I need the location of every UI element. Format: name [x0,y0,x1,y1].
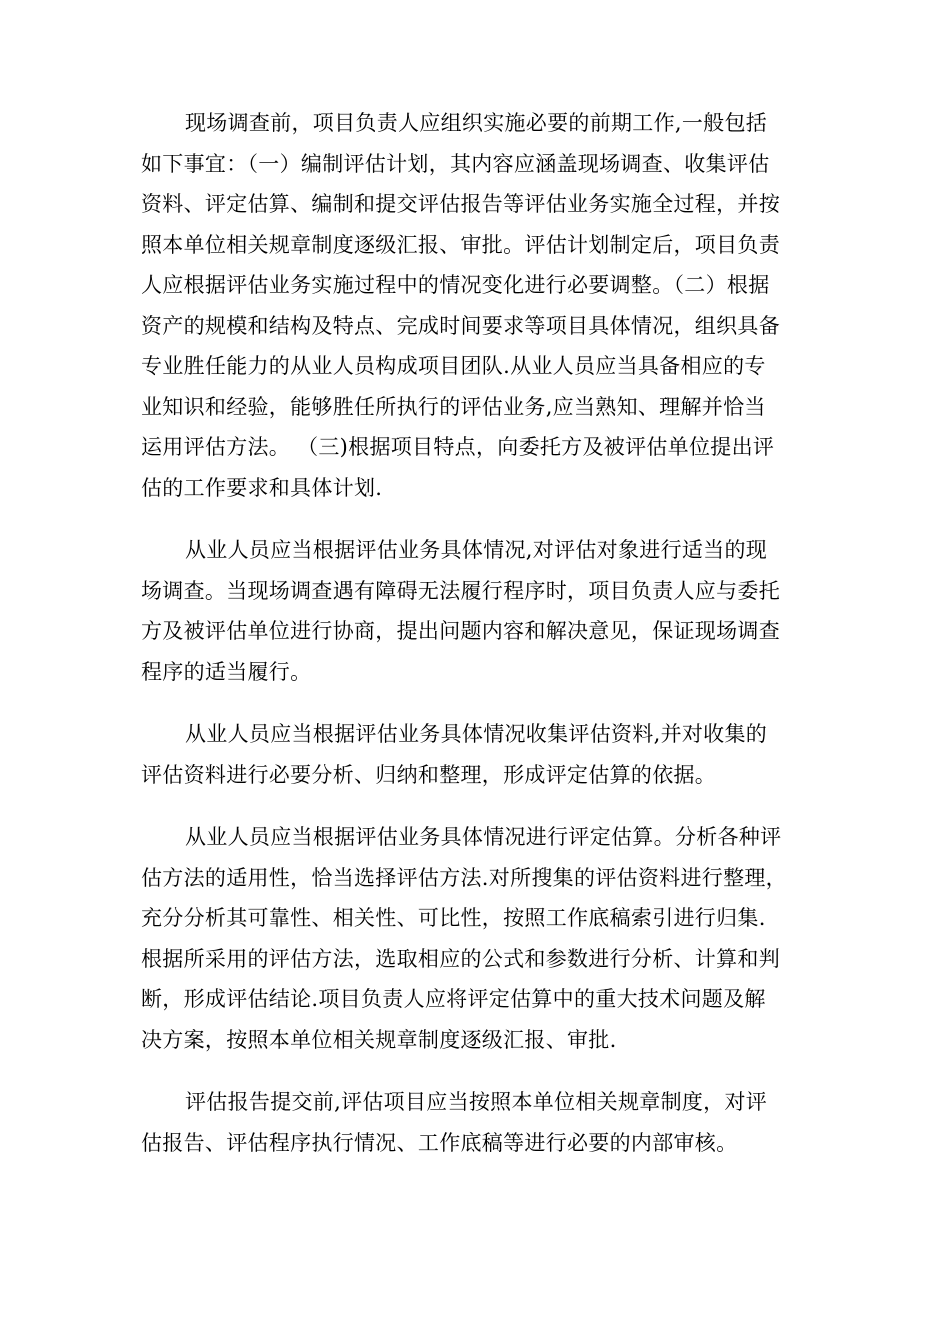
text-line: 估方法的适用性，恰当选择评估方法.对所搜集的评估资料进行整理， [141,865,787,890]
text-line: 估报告、评估程序执行情况、工作底稿等进行必要的内部审核。 [141,1130,738,1155]
paragraph-preliminary-work [141,103,811,508]
paragraph-valuation-estimation [141,817,811,1060]
text-line: 如下事宜：（一）编制评估计划，其内容应涵盖现场调查、收集评估 [141,151,770,176]
text-line: 决方案，按照本单位相关规章制度逐级汇报、审批. [141,1027,617,1052]
paragraph-site-survey [141,530,811,692]
text-line: 场调查。当现场调查遇有障碍无法履行程序时，项目负责人应与委托 [141,578,780,603]
text-line: 资料、评定估算、编制和提交评估报告等评估业务实施全过程，并按 [141,192,780,216]
text-line: 现场调查前，项目负责人应组织实施必要的前期工作,一般包括 [185,111,768,135]
text-line: 专业胜任能力的从业人员构成项目团队.从业人员应当具备相应的专 [141,354,766,378]
text-line: 资产的规模和结构及特点、完成时间要求等项目具体情况，组织具备 [141,313,780,338]
text-line: 照本单位相关规章制度逐级汇报、审批。评估计划制定后，项目负责 [141,232,780,257]
text-line: 业知识和经验，能够胜任所执行的评估业务,应当熟知、理解并恰当 [141,394,766,419]
text-line: 从业人员应当根据评估业务具体情况收集评估资料,并对收集的 [185,722,768,746]
paragraph-internal-review [141,1082,811,1163]
text-line: 人应根据评估业务实施过程中的情况变化进行必要调整。（二）根据 [141,273,770,297]
text-line: 从业人员应当根据评估业务具体情况进行评定估算。分析各种评 [185,825,782,849]
text-line: 根据所采用的评估方法，选取相应的公式和参数进行分析、计算和判 [141,946,780,971]
document-body [141,103,811,1185]
text-line: 充分分析其可靠性、相关性、可比性，按照工作底稿索引进行归集. [141,906,766,930]
paragraph-data-collection [141,714,811,795]
text-line: 断，形成评估结论.项目负责人应将评定估算中的重大技术问题及解 [141,987,766,1011]
text-line: 估的工作要求和具体计划. [141,475,383,500]
text-line: 方及被评估单位进行协商，提出问题内容和解决意见，保证现场调查 [141,619,780,643]
text-line: 程序的适当履行。 [141,659,312,684]
text-line: 运用评估方法。 （三)根据项目特点，向委托方及被评估单位提出评 [141,435,775,459]
text-line: 评估资料进行必要分析、归纳和整理，形成评定估算的依据。 [141,762,717,787]
text-line: 从业人员应当根据评估业务具体情况,对评估对象进行适当的现 [185,538,768,562]
text-line: 评估报告提交前,评估项目应当按照本单位相关规章制度，对评 [185,1090,768,1114]
